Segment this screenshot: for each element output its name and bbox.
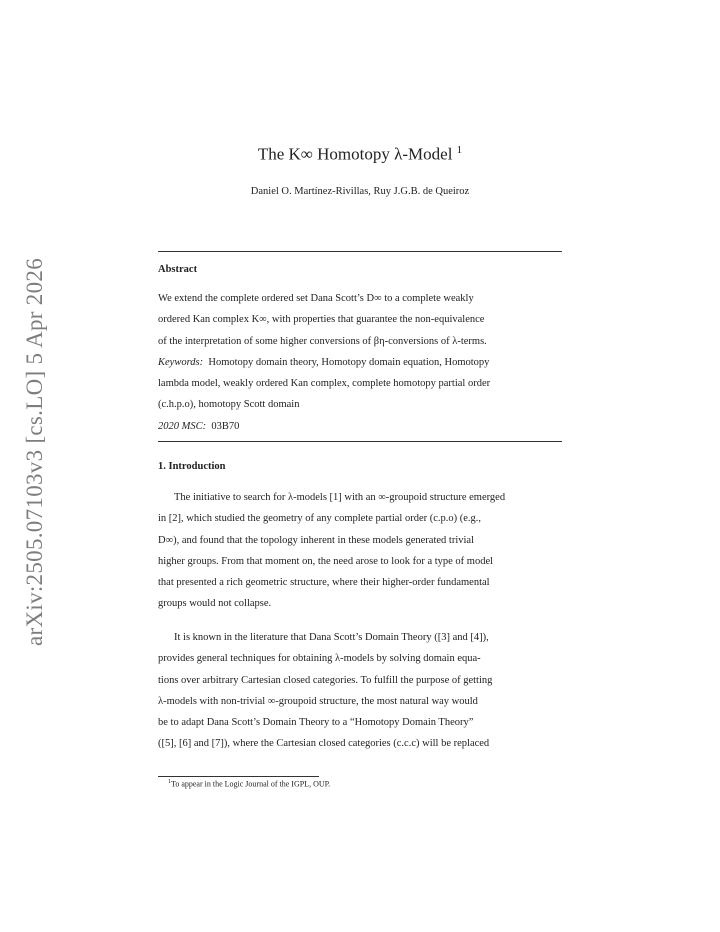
abstract-line: ordered Kan complex K∞, with properties that guarantee the non-equivalence	[158, 314, 485, 326]
introduction-paragraph-1	[158, 487, 562, 615]
msc-value: 03B70	[211, 420, 240, 432]
paragraph-line: D∞), and found that the topology inherent in these models generated trivial	[158, 534, 474, 546]
title-footnote-mark: 1	[456, 144, 463, 156]
keywords-label: Keywords:	[158, 356, 204, 368]
paragraph-line: ([5], [6] and [7]), where the Cartesian closed categories (c.c.c) will be replaced	[158, 738, 490, 750]
paragraph-line: in [2], which studied the geometry of any complete partial order (c.p.o) (e.g.,	[158, 513, 482, 525]
keywords-text: Homotopy domain theory, Homotopy domain equation, Homotopy	[208, 356, 490, 368]
paragraph-line: λ-models with non-trivial ∞-groupoid structure, the most natural way would	[158, 695, 478, 707]
arxiv-identifier: arXiv:2505.07103v3 [cs.LO] 5 Apr 2026	[22, 258, 47, 646]
keywords-line	[158, 352, 562, 373]
paragraph-line: higher groups. From that moment on, the need arose to look for a type of model	[158, 555, 494, 567]
keywords-line: lambda model, weakly ordered Kan complex, complete homotopy partial order	[158, 378, 491, 390]
keywords-line: (c.h.p.o), homotopy Scott domain	[158, 399, 300, 411]
msc-label: 2020 MSC:	[158, 420, 207, 432]
introduction-paragraph-2	[158, 627, 562, 755]
paragraph-line: groups would not collapse.	[158, 598, 272, 610]
abstract-line: of the interpretation of some higher conversions of βη-conversions of λ-terms.	[158, 335, 487, 347]
footnote-rule	[158, 776, 319, 777]
msc-line	[158, 416, 562, 437]
abstract-line: We extend the complete ordered set Dana Scott’s D∞ to a complete weakly	[158, 293, 474, 304]
paragraph-line: that presented a rich geometric structure, where their higher-order fundamental	[158, 577, 490, 589]
introduction-heading: 1. Introduction	[158, 461, 226, 472]
paper-authors: Daniel O. Martínez-Rivillas, Ruy J.G.B. de Queiroz	[250, 186, 470, 197]
paper-title-text: The K∞ Homotopy λ-Model	[257, 144, 453, 164]
footnote-text: To appear in the Logic Journal of the IGPL, OUP.	[171, 779, 331, 789]
footnote	[168, 779, 330, 789]
abstract-body	[158, 288, 562, 437]
abstract-heading: Abstract	[158, 264, 198, 275]
paragraph-line: be to adapt Dana Scott’s Domain Theory to a “Homotopy Domain Theory”	[158, 717, 474, 729]
paragraph-line: tions over arbitrary Cartesian closed categories. To fulfill the purpose of getting	[158, 674, 493, 686]
paper-title	[0, 144, 720, 165]
abstract-top-rule	[158, 251, 562, 252]
paragraph-line: The initiative to search for λ-models [1] with an ∞-groupoid structure emerged	[174, 492, 506, 503]
paragraph-line: It is known in the literature that Dana Scott’s Domain Theory ([3] and [4]),	[174, 632, 489, 643]
footnote-mark: 1	[168, 779, 171, 785]
paragraph-line: provides general techniques for obtaining λ-models by solving domain equa-	[158, 653, 481, 665]
abstract-bottom-rule	[158, 441, 562, 442]
